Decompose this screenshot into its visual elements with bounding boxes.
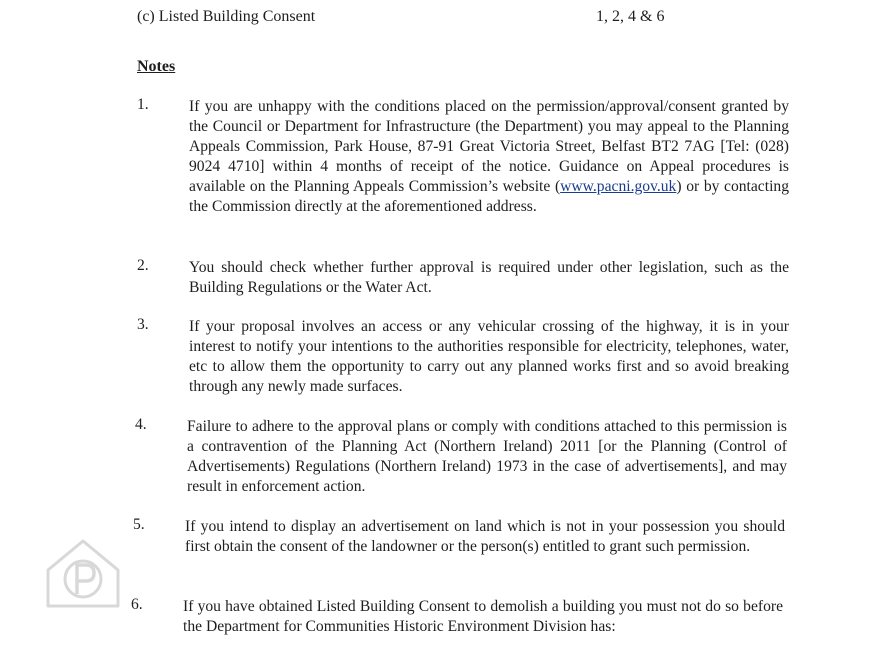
note-text: If your proposal involves an access or any vehicular crossing of the highway, it is in your interest to notify your intentions to the authorities responsible for electricity, telephones, water, etc to allow them the opportunity to carry out any planned works first and so avoid breaking through any newly made surfaces.	[189, 318, 789, 395]
note-number: 4.	[135, 416, 147, 433]
property-watermark-icon	[44, 536, 122, 610]
note-number: 5.	[133, 516, 145, 533]
pacni-website-link[interactable]: www.pacni.gov.uk	[560, 178, 677, 195]
consent-conditions: 1, 2, 4 & 6	[596, 8, 665, 25]
notes-heading: Notes	[137, 58, 176, 75]
note-text-part: If you are unhappy with the conditions placed on the permission/approval/consent granted by the Council or Department for Infrastructure (the Department) you may appeal to the Planning Appeals Commission, Park House, 87-91 Great Victoria Street, Belfast BT2 7AG [Tel: (028) 9024 4710] within 4 months of receipt of the notice. Guidance on Appeal procedures is available on the Planning Appeals Commission’s website (	[189, 98, 789, 195]
note-number: 1.	[137, 96, 149, 113]
note-text: You should check whether further approval is required under other legislation, such as the Building Regulations or the Water Act.	[189, 259, 789, 296]
note-text: Failure to adhere to the approval plans or comply with conditions attached to this permission is a contravention of the Planning Act (Northern Ireland) 2011 [or the Planning (Control of Advertisements) Regulations (Northern Ireland) 1973 in the case of advertisements], and may result in enforcement action.	[187, 418, 787, 495]
note-number: 2.	[137, 257, 149, 274]
note-text	[189, 97, 789, 217]
note-number: 6.	[131, 596, 143, 613]
note-text-part: ) or by contacting the Commission directly at the aforementioned address.	[189, 178, 789, 215]
note-text: If you intend to display an advertisement on land which is not in your possession you should first obtain the consent of the landowner or the person(s) entitled to grant such permission.	[185, 518, 785, 555]
note-text: If you have obtained Listed Building Consent to demolish a building you must not do so before the Department for Communities Historic Environment Division has:	[183, 598, 783, 635]
consent-row	[137, 8, 840, 30]
note-number: 3.	[137, 316, 149, 333]
consent-label: (c) Listed Building Consent	[137, 8, 316, 25]
